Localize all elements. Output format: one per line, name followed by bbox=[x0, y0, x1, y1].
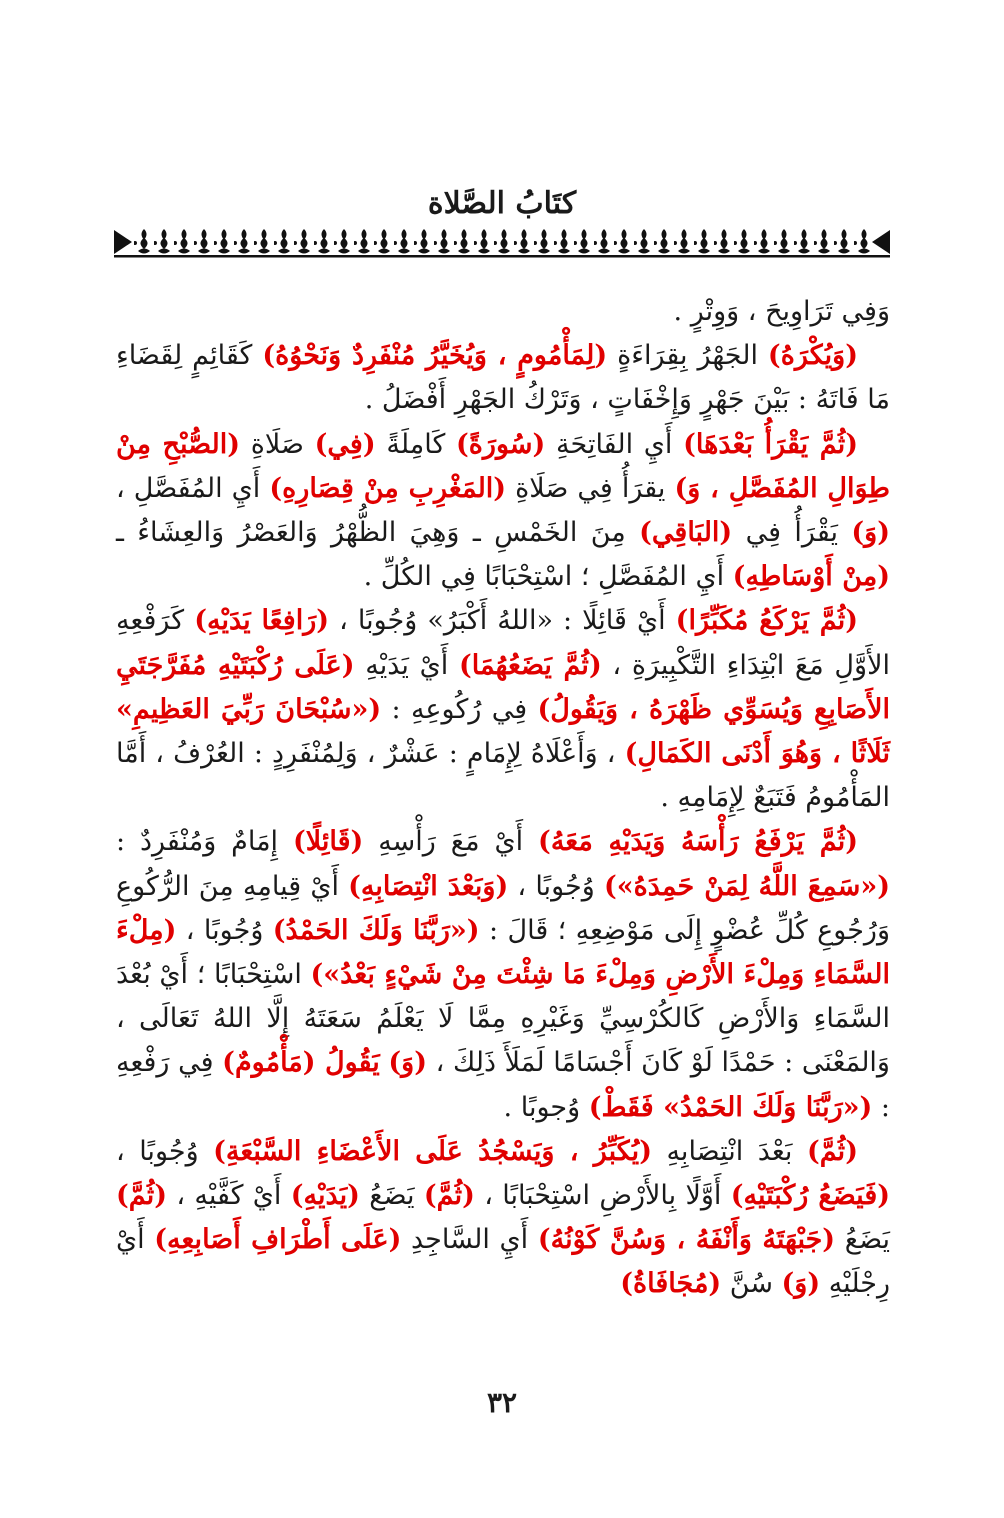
matn-text: (ثُمَّ يَرْكَعُ مُكَبِّرًا) bbox=[675, 605, 859, 637]
sharh-text: فِي رَفْعِهِ : bbox=[116, 1047, 890, 1123]
sharh-text: أَيْ كَفَّيْهِ ، bbox=[167, 1180, 291, 1212]
sharh-text: وُجوبًا . bbox=[503, 1091, 589, 1123]
sharh-text: أَيِ الفَاتِحَةِ bbox=[545, 428, 684, 460]
sharh-text: وَفِي تَرَاوِيحَ ، وَوِتْرٍ . bbox=[673, 296, 890, 327]
sharh-text: يقرَأُ فِي صَلَاةِ bbox=[506, 472, 675, 504]
sharh-text: الجَهْرُ بِقِرَاءَةٍ bbox=[607, 340, 768, 372]
matn-text: (المَغْرِبِ مِنْ قِصَارِهِ) bbox=[269, 472, 507, 504]
sharh-text: أَيِ المُفَصَّلِ ؛ اسْتِحْبَابًا فِي الكُلِّ . bbox=[363, 561, 733, 593]
matn-text: (وَيُكْرَهُ) bbox=[767, 340, 858, 372]
sharh-text: كَامِلَةً bbox=[375, 428, 457, 460]
sharh-text: أَيِ المُفَصَّلِ ، bbox=[116, 472, 270, 504]
matn-text: (لِمَأْمُومٍ ، وَيُخَيَّرُ مُنْفَرِدٌ وَنَحْوُهُ) bbox=[262, 340, 608, 372]
matn-text: («سُبْحَانَ رَبِّيَ العَظِيمِ» ثَلَاثًا ، وَهُوَ أَدْنَى الكَمَالِ) bbox=[116, 693, 890, 770]
matn-text: (مِلْءَ السَّمَاءِ وَمِلْءَ الأَرْضِ وَمِلْءَ مَا شِئْتَ مِنْ شَيْءٍ بَعْدُ») bbox=[116, 914, 891, 991]
sharh-text: كَرَفْعِهِ الأَوَّلِ مَعَ ابْتِدَاءِ التَّكْبِيرَةِ ، bbox=[116, 605, 890, 681]
matn-text: (فَيَضَعُ رُكْبَتَيْهِ) bbox=[730, 1180, 890, 1212]
matn-text: (وَ) bbox=[781, 1268, 821, 1300]
paragraph bbox=[116, 423, 890, 600]
paragraph bbox=[116, 334, 890, 422]
matn-text: (عَلَى رُكْبَتَيْهِ مُفَرَّجَتَيِ الأَصَابِعِ وَيُسَوِّي ظَهْرَهُ ، وَيَقُولُ) bbox=[116, 649, 890, 725]
matn-text: (ثُمَّ) bbox=[806, 1135, 858, 1167]
matn-text: («رَبَّنَا وَلَكَ الحَمْدُ) bbox=[272, 914, 480, 946]
sharh-text: يَقْرَأُ فِي bbox=[732, 517, 852, 549]
matn-text: (ثُمَّ) bbox=[116, 1180, 168, 1212]
matn-text: (ثُمَّ) bbox=[423, 1180, 475, 1212]
sharh-text: مِنَ الخَمْسِ ـ وَهِيَ الظُّهْرُ وَالعَصْرُ وَالعِشَاءُ ـ bbox=[116, 517, 640, 549]
page-header-title: كتَابُ الصَّلاة bbox=[427, 186, 577, 221]
sharh-text: وُجُوبًا ، bbox=[508, 870, 604, 902]
matn-text: (رَافِعًا يَدَيْهِ) bbox=[194, 605, 330, 637]
sharh-text: وُجُوبًا ، bbox=[176, 914, 273, 946]
sharh-text: أَوَّلًا بِالأَرْضِ اسْتِحْبَابًا ، bbox=[474, 1180, 731, 1212]
paragraph bbox=[116, 1130, 890, 1307]
sharh-text: أَيْ رِجْلَيْهِ bbox=[116, 1224, 890, 1300]
matn-text: (جَبْهَتَهُ وَأَنْفَهُ ، وَسُنَّ كَوْنُهُ) bbox=[537, 1224, 836, 1256]
sharh-text: فِي رُكُوعِهِ : bbox=[381, 693, 538, 725]
matn-text: (الصُّبْحِ مِنْ طِوَالِ المُفَصَّلِ ، وَ) bbox=[116, 428, 890, 504]
sharh-text: أَيْ يَدَيْهِ bbox=[354, 649, 459, 681]
matn-text: (سُورَةً) bbox=[456, 428, 546, 460]
sharh-text: بَعْدَ انْتِصَابِهِ bbox=[651, 1135, 807, 1167]
matn-text: (قَائِلًا) bbox=[292, 826, 364, 858]
matn-text: (ثُمَّ يَقْرَأُ بَعْدَهَا) bbox=[683, 428, 858, 460]
matn-text: (مِنْ أَوْسَاطِهِ) bbox=[732, 561, 890, 593]
sharh-text: يَضَعُ bbox=[359, 1180, 424, 1212]
matn-text: يَقُولُ (مَأْمُومٌ) bbox=[222, 1047, 380, 1079]
matn-text: (يُكَبِّرُ ، وَيَسْجُدُ عَلَى الأَعْضَاءِ السَّبْعَةِ) bbox=[213, 1135, 652, 1167]
sharh-text: أَيْ قِيامِهِ مِنَ الرُّكُوعِ وَرُجُوعِ كُلِّ عُضْوٍ إِلَى مَوْضِعِهِ ؛ قَالَ : bbox=[116, 870, 890, 946]
sharh-text: سُنَّ bbox=[721, 1268, 782, 1300]
matn-text: (وَبَعْدَ انْتِصَابِهِ) bbox=[348, 870, 509, 902]
sharh-text: كَقَائِمٍ لِقَضَاءِ مَا فَاتَهُ : بَيْنَ جَهْرٍ وَإِخْفَاتٍ ، وَتَرْكُ الجَهْرِ أَفْضَلُ . bbox=[116, 340, 890, 416]
sharh-text: أَيْ قَائِلًا : «اللهُ أَكْبَرُ» وُجُوبًا ، bbox=[329, 605, 676, 637]
matn-text: (فِي) bbox=[314, 428, 376, 460]
page-number: ٣٢ bbox=[486, 1386, 518, 1419]
sharh-text: أَيْ مَعَ رَأْسِهِ bbox=[363, 826, 539, 858]
paragraph bbox=[116, 599, 890, 820]
sharh-text: صَلَاةِ bbox=[240, 428, 315, 460]
paragraph bbox=[116, 290, 890, 334]
matn-text: (وَ) bbox=[388, 1047, 427, 1079]
sharh-text: يَضَعُ bbox=[835, 1224, 891, 1256]
matn-text: (ثُمَّ يَضَعُهُمَا) bbox=[458, 649, 602, 681]
sharh-text: إِمَامٌ وَمُنْفَرِدٌ : bbox=[116, 826, 293, 858]
paragraph bbox=[116, 820, 890, 1129]
sharh-text: أَيِ السَّاجِدِ bbox=[401, 1224, 538, 1256]
sharh-text: ، وَأَعْلَاهُ لِإِمَامٍ : عَشْرٌ ، وَلِمُنْفَرِدٍ : العُرْفُ ، أَمَّا المَأْمُومُ فَتَبَعٌ لِإِمَامِهِ . bbox=[116, 738, 890, 814]
sharh-text: اسْتِحْبَابًا ؛ أَيْ بُعْدَ السَّمَاءِ وَالأَرْضِ كَالكُرْسِيِّ وَغَيْرِهِ مِمَّا لَا يَعْلَمُ سَعَتَهُ إِلَّا اللهُ تَعَالَى ، وَالمَعْنَى : حَمْدًا لَوْ كَانَ أَجْسَامًا لَمَلَأَ ذَلِكَ ، bbox=[116, 959, 890, 1079]
matn-text: (وَ) bbox=[851, 517, 890, 549]
matn-text: (يَدَيْهِ) bbox=[290, 1180, 360, 1212]
matn-text: («رَبَّنَا وَلَكَ الحَمْدُ» فَقَطْ) bbox=[588, 1091, 873, 1123]
matn-text: (مُجَافَاةُ) bbox=[620, 1268, 722, 1300]
matn-text: («سَمِعَ اللَّهُ لِمَنْ حَمِدَهُ») bbox=[603, 870, 890, 902]
header-ornament-border bbox=[114, 226, 890, 260]
sharh-text: وُجُوبًا ، bbox=[116, 1135, 214, 1167]
matn-text: (ثُمَّ يَرْفَعُ رَأْسَهُ وَيَدَيْهِ مَعَهُ) bbox=[538, 826, 859, 858]
matn-text: (عَلَى أَطْرَافِ أَصَابِعِهِ) bbox=[154, 1224, 402, 1256]
main-text bbox=[116, 290, 890, 1307]
matn-text: (البَاقِي) bbox=[639, 517, 733, 549]
